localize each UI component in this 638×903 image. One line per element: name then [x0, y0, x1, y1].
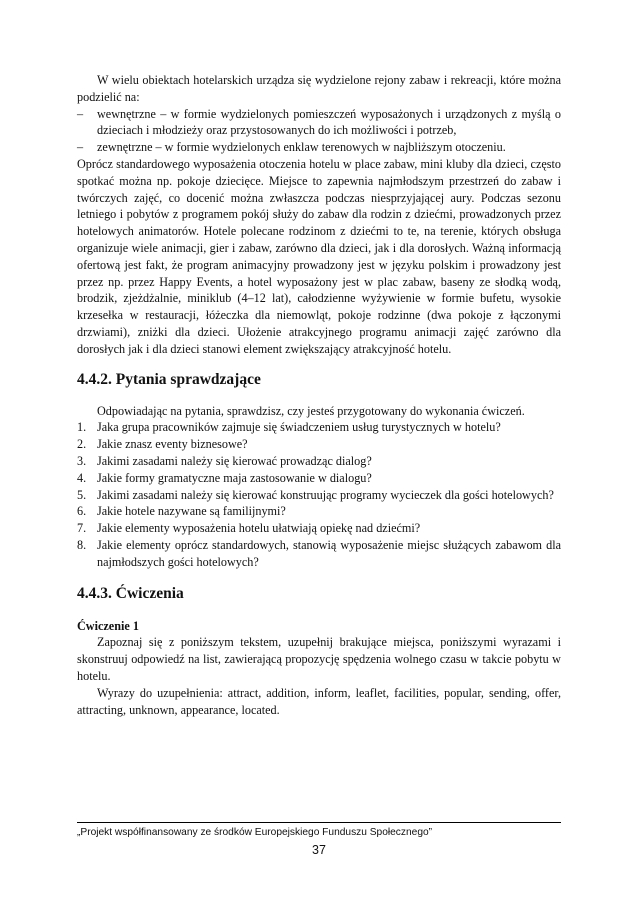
list-item: [77, 419, 561, 436]
item-number: 3.: [77, 453, 87, 468]
list-item: [77, 436, 561, 453]
exercise-instruction: Zapoznaj się z poniższym tekstem, uzupełnij brakujące miejsca, poniższymi wyrazami i skonstruuj odpowiedź na list, zawierającą propozycję spędzenia wolnego czasu w takcie pobytu w hotelu.: [77, 635, 561, 683]
section-heading-443: 4.4.3. Ćwiczenia: [77, 584, 184, 602]
item-number: 8.: [77, 537, 87, 552]
page-content: [77, 72, 561, 718]
list-item-text: zewnętrzne – w formie wydzielonych enklaw terenowych w najbliższym otoczeniu.: [97, 140, 506, 155]
list-item: [77, 503, 561, 520]
item-number: 1.: [77, 420, 87, 435]
dash-marker: –: [77, 140, 84, 155]
page-number: 37: [312, 843, 326, 857]
item-number: 7.: [77, 521, 87, 536]
question-text: Jakimi zasadami należy się kierować konstruując programy wycieczek dla gości hotelowych?: [97, 487, 554, 502]
list-item-text: wewnętrzne – w formie wydzielonych pomieszczeń wyposażonych i urządzonych z myślą o dzieciach i młodzieży oraz przystosowanych do ich możliwości i potrzeb,: [97, 106, 561, 138]
page-footer: [77, 822, 561, 857]
question-text: Jaka grupa pracowników zajmuje się świadczeniem usług turystycznych w hotelu?: [97, 420, 501, 435]
question-text: Jakie formy gramatyczne maja zastosowanie w dialogu?: [97, 470, 372, 485]
dash-marker: –: [77, 106, 84, 121]
list-item: [77, 106, 561, 140]
list-item: [77, 453, 561, 470]
item-number: 2.: [77, 437, 87, 452]
intro-paragraph: W wielu obiektach hotelarskich urządza się wydzielone rejony zabaw i rekreacji, które można podzielić na:: [77, 73, 561, 104]
body-paragraph: Oprócz standardowego wyposażenia otoczenia hotelu w place zabaw, mini kluby dla dzieci, często spotkać można np. pokoje dziecięce. Miejsce to zapewnia najmłodszym przestrzeń do zabaw i twórczych zajęć, co docenić można zwłaszcza podczas niesprzyjającej aury. Podczas sezonu letniego i pobytów z programem pokój służy do zabaw dla rodzin z dziećmi, prowadzonych przez hotelowych animatorów. Hotele polecane rodzinom z dziećmi to te, na terenie, których obsługa organizuje wiele animacji, gier i zabaw, zarówno dla dzieci, jak i dla dorosłych. Ważną informacją ofertową jest fakt, że program animacyjny prowadzony jest w języku polskim i prowadzony jest przez np. przez Happy Events, a hotel wyposażony jest w plac zabaw, baseny ze słodką wodą, brodzik, zjeżdżalnie, miniklub (4–12 lat), całodzienne wyżywienie w formie bufetu, wysokie krzesełka w restauracji, łóżeczka dla niemowląt, pokoje rodzinne (dwa pokoje z łączonymi drzwiami), zniżki dla dzieci. Ułożenie atrakcyjnego programu animacji zajęć zarówno dla dorosłych jak i dla dzieci stanowi element zwiększający atrakcyjność hotelu.: [77, 156, 561, 356]
exercise-title: Ćwiczenie 1: [77, 618, 139, 633]
item-number: 6.: [77, 504, 87, 519]
item-number: 4.: [77, 470, 87, 485]
question-text: Jakie znasz eventy biznesowe?: [97, 437, 248, 452]
footer-note: „Projekt współfinansowany ze środków Europejskiego Funduszu Społecznego”: [77, 827, 433, 838]
questions-lead: Odpowiadając na pytania, sprawdzisz, czy jesteś przygotowany do wykonania ćwiczeń.: [97, 403, 525, 418]
footer-divider: [77, 822, 561, 823]
list-item: [77, 139, 561, 156]
exercise-words: Wyrazy do uzupełnienia: attract, addition, inform, leaflet, facilities, popular, sending, offer, attracting, unknown, appearance, located.: [77, 685, 561, 717]
list-item: [77, 487, 561, 504]
question-text: Jakimi zasadami należy się kierować prowadząc dialog?: [97, 453, 372, 468]
list-item: [77, 537, 561, 571]
question-text: Jakie elementy oprócz standardowych, stanowią wyposażenie miejsc służących zabawom dla najmłodszych gości hotelowych?: [97, 537, 561, 569]
list-item: [77, 470, 561, 487]
question-text: Jakie elementy wyposażenia hotelu ułatwiają opiekę nad dziećmi?: [97, 521, 421, 536]
item-number: 5.: [77, 487, 87, 502]
question-text: Jakie hotele nazywane są familijnymi?: [97, 504, 286, 519]
questions-list: [77, 419, 561, 570]
section-heading-442: 4.4.2. Pytania sprawdzające: [77, 370, 261, 388]
list-item: [77, 520, 561, 537]
